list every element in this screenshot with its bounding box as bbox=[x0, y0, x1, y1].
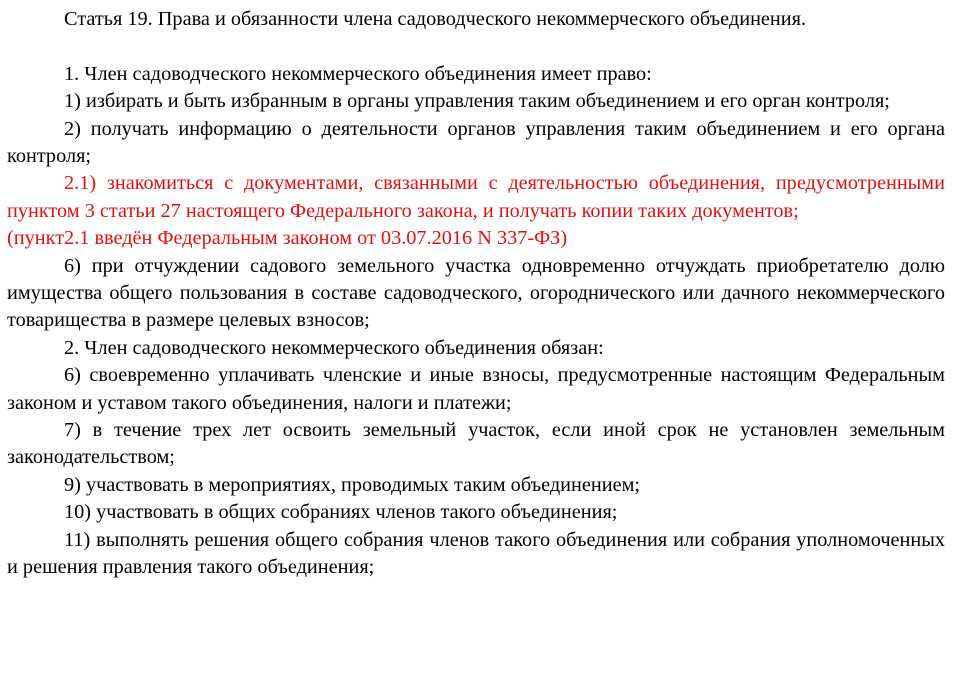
section-2-item-10: 10) участвовать в общих собраниях членов такого объединения; bbox=[64, 501, 618, 524]
blank-line bbox=[7, 33, 945, 60]
section-1-item-1: 1) избирать и быть избранным в органы управления таким объединением и его орган контроля; bbox=[64, 90, 890, 113]
article-title: Статья 19. Права и обязанности члена садоводческого некоммерческого объединения. bbox=[64, 8, 807, 30]
section-2-heading: 2. Член садоводческого некоммерческого объединения обязан: bbox=[64, 336, 604, 359]
section-2-item-7: 7) в течение трех лет освоить земельный участок, если иной срок не установлен земельным законодательством; bbox=[7, 419, 945, 469]
section-2-item-6: 6) своевременно уплачивать членские и иные взносы, предусмотренные настоящим Федеральным законом и уставом такого объединения, налоги и платежи; bbox=[7, 364, 945, 414]
section-2-item-11: 11) выполнять решения общего собрания членов такого объединения или собрания уполномоченных и решения правления такого объединения; bbox=[7, 528, 945, 579]
section-1-item-6: 6) при отчуждении садового земельного участка одновременно отчуждать приобретателю долю имущества общего пользования в составе садоводческого, огороднического или дачного некоммерческого товарищества в размере целевых взносов; bbox=[7, 254, 945, 332]
document-body bbox=[7, 6, 945, 582]
amendment-note: (пункт2.1 введён Федеральным законом от 03.07.2016 N 337-ФЗ) bbox=[7, 227, 568, 250]
section-1-item-2-1-amended: 2.1) знакомиться с документами, связанными с деятельностью объединения, предусмотренными пунктом 3 статьи 27 настоящего Федерального закона, и получать копии таких документов; bbox=[7, 172, 945, 222]
section-1-heading: 1. Член садоводческого некоммерческого объединения имеет право: bbox=[64, 62, 652, 85]
section-1-item-2: 2) получать информацию о деятельности органов управления таким объединением и его органа контроля; bbox=[7, 117, 945, 168]
section-2-item-9: 9) участвовать в мероприятиях, проводимых таким объединением; bbox=[64, 473, 641, 496]
